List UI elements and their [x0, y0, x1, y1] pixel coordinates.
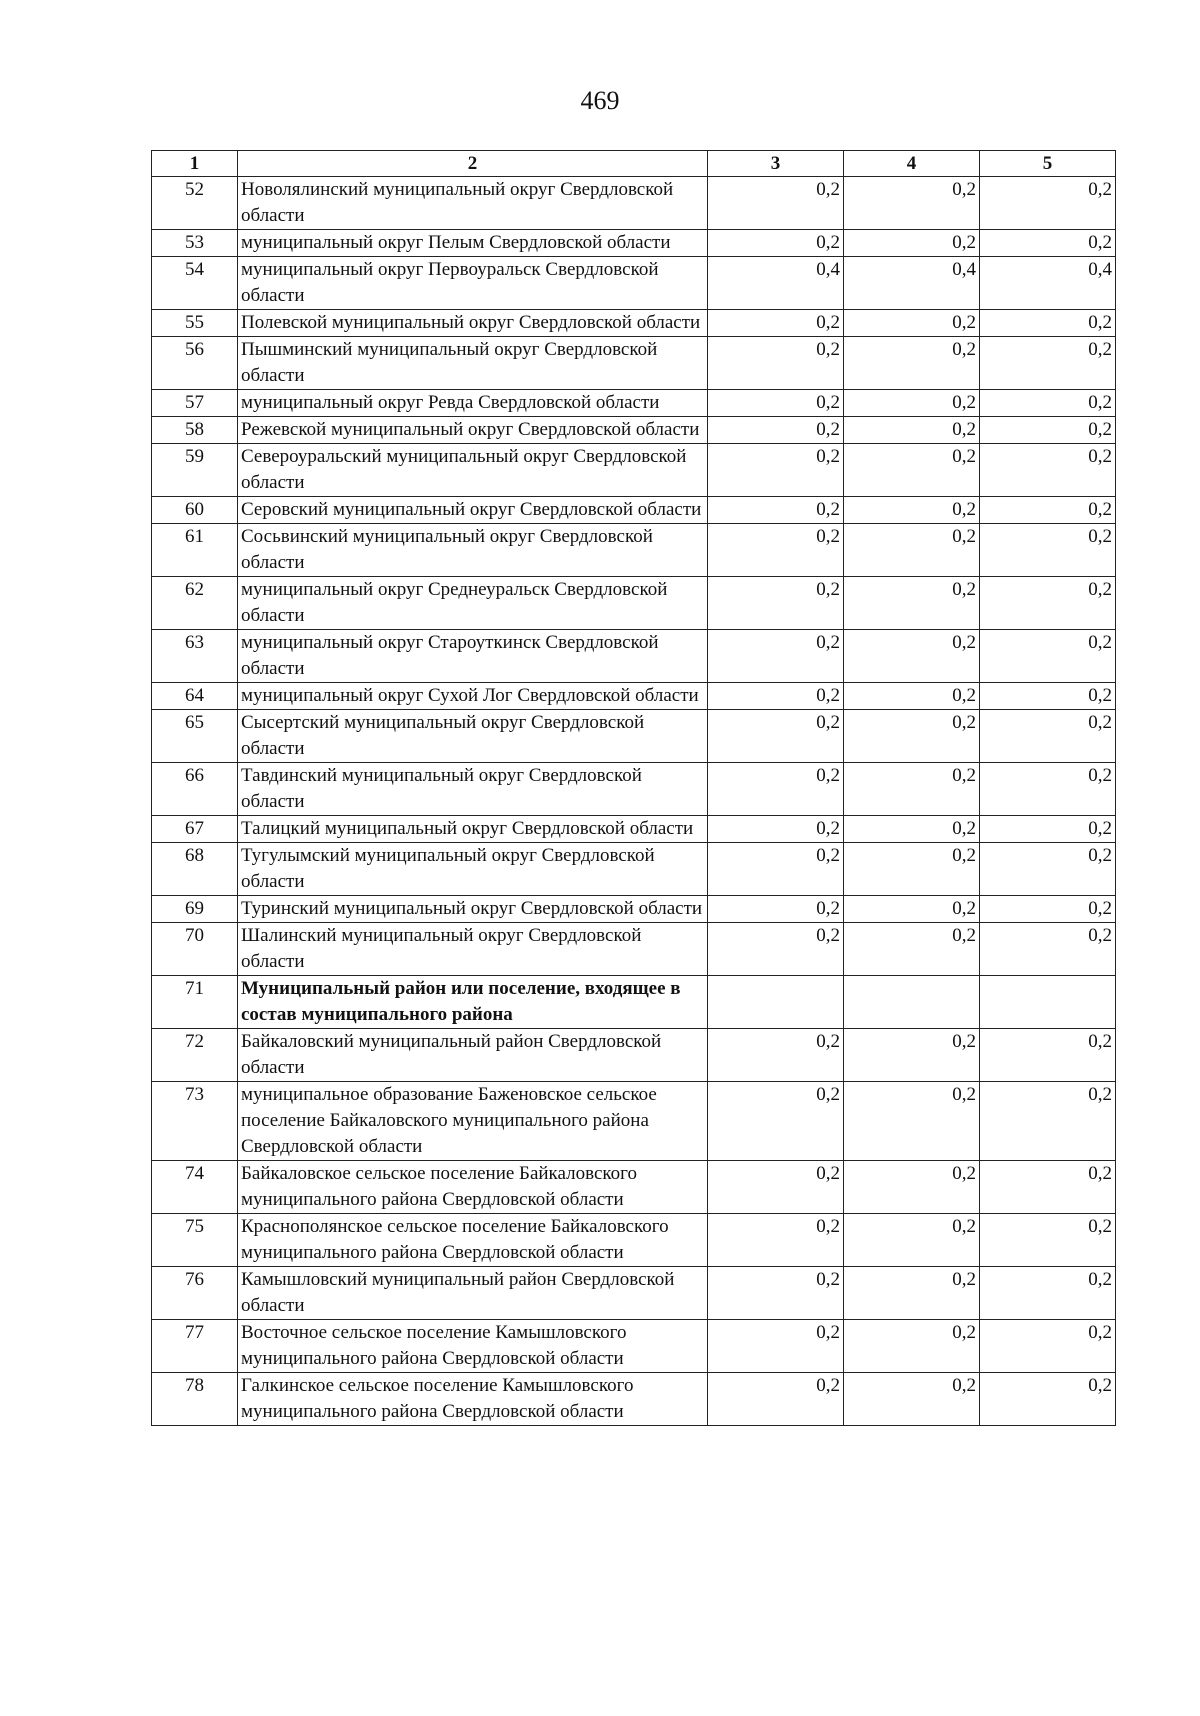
- municipality-name-cell: Режевской муниципальный округ Свердловской области: [238, 417, 708, 444]
- value-col4-cell: 0,2: [844, 1320, 980, 1373]
- municipality-name-cell: Пышминский муниципальный округ Свердловской области: [238, 337, 708, 390]
- value-col5-cell: 0,2: [980, 444, 1116, 497]
- table-row: [152, 257, 1116, 310]
- table-row: [152, 444, 1116, 497]
- value-col3-cell: 0,2: [708, 1267, 844, 1320]
- value-col4-cell: 0,2: [844, 417, 980, 444]
- table-row: [152, 310, 1116, 337]
- value-col4-cell: 0,2: [844, 390, 980, 417]
- value-col4-cell: 0,2: [844, 1267, 980, 1320]
- value-col5-cell: 0,2: [980, 1373, 1116, 1426]
- municipality-name-cell: Тавдинский муниципальный округ Свердловской области: [238, 763, 708, 816]
- value-col4-cell: 0,2: [844, 1214, 980, 1267]
- municipality-name-cell: Новолялинский муниципальный округ Свердловской области: [238, 177, 708, 230]
- row-number-cell: 64: [152, 683, 238, 710]
- table-row: [152, 1267, 1116, 1320]
- value-col3-cell: 0,2: [708, 630, 844, 683]
- row-number-cell: 67: [152, 816, 238, 843]
- value-col4-cell: 0,2: [844, 1029, 980, 1082]
- table-row: [152, 710, 1116, 763]
- value-col5-cell: 0,2: [980, 843, 1116, 896]
- value-col5-cell: 0,2: [980, 1214, 1116, 1267]
- table-row: [152, 1029, 1116, 1082]
- value-col4-cell: 0,2: [844, 1082, 980, 1161]
- municipality-name-cell: муниципальный округ Сухой Лог Свердловской области: [238, 683, 708, 710]
- municipality-name-cell: Галкинское сельское поселение Камышловского муниципального района Свердловской области: [238, 1373, 708, 1426]
- value-col3-cell: 0,2: [708, 497, 844, 524]
- row-number-cell: 59: [152, 444, 238, 497]
- value-col4-cell: 0,2: [844, 683, 980, 710]
- value-col3-cell: 0,2: [708, 230, 844, 257]
- municipality-name-cell: Муниципальный район или поселение, входящее в состав муниципального района: [238, 976, 708, 1029]
- value-col3-cell: 0,2: [708, 1214, 844, 1267]
- value-col5-cell: 0,2: [980, 177, 1116, 230]
- value-col3-cell: 0,2: [708, 1029, 844, 1082]
- value-col3-cell: 0,4: [708, 257, 844, 310]
- value-col3-cell: 0,2: [708, 1082, 844, 1161]
- municipality-name-cell: Камышловский муниципальный район Свердловской области: [238, 1267, 708, 1320]
- value-col4-cell: 0,2: [844, 843, 980, 896]
- value-col3-cell: 0,2: [708, 390, 844, 417]
- municipality-name-cell: муниципальный округ Староуткинск Свердловской области: [238, 630, 708, 683]
- value-col5-cell: 0,2: [980, 310, 1116, 337]
- row-number-cell: 62: [152, 577, 238, 630]
- value-col5-cell: 0,2: [980, 1161, 1116, 1214]
- data-table: [151, 150, 1116, 1426]
- municipality-name-cell: Сосьвинский муниципальный округ Свердловской области: [238, 524, 708, 577]
- value-col3-cell: 0,2: [708, 710, 844, 763]
- value-col4-cell: 0,2: [844, 230, 980, 257]
- value-col4-cell: 0,2: [844, 896, 980, 923]
- row-number-cell: 77: [152, 1320, 238, 1373]
- value-col3-cell: 0,2: [708, 1373, 844, 1426]
- value-col3-cell: 0,2: [708, 577, 844, 630]
- table-row: [152, 417, 1116, 444]
- value-col3-cell: 0,2: [708, 763, 844, 816]
- value-col5-cell: 0,2: [980, 710, 1116, 763]
- value-col5-cell: 0,2: [980, 923, 1116, 976]
- value-col5-cell: 0,2: [980, 497, 1116, 524]
- row-number-cell: 66: [152, 763, 238, 816]
- header-row: [152, 151, 1116, 177]
- value-col5-cell: 0,2: [980, 1029, 1116, 1082]
- value-col5-cell: 0,2: [980, 896, 1116, 923]
- value-col3-cell: 0,2: [708, 1320, 844, 1373]
- value-col5-cell: 0,4: [980, 257, 1116, 310]
- row-number-cell: 73: [152, 1082, 238, 1161]
- value-col4-cell: 0,2: [844, 177, 980, 230]
- row-number-cell: 54: [152, 257, 238, 310]
- table-row: [152, 816, 1116, 843]
- page-number: 469: [580, 86, 620, 115]
- row-number-cell: 68: [152, 843, 238, 896]
- municipality-name-cell: муниципальный округ Первоуральск Свердловской области: [238, 257, 708, 310]
- value-col5-cell: 0,2: [980, 524, 1116, 577]
- row-number-cell: 52: [152, 177, 238, 230]
- value-col5-cell: 0,2: [980, 390, 1116, 417]
- row-number-cell: 78: [152, 1373, 238, 1426]
- municipality-name-cell: Полевской муниципальный округ Свердловской области: [238, 310, 708, 337]
- value-col5-cell: 0,2: [980, 630, 1116, 683]
- value-col4-cell: 0,2: [844, 497, 980, 524]
- table-row: [152, 923, 1116, 976]
- municipality-name-cell: Краснополянское сельское поселение Байкаловского муниципального района Свердловской области: [238, 1214, 708, 1267]
- table-row: [152, 577, 1116, 630]
- value-col5-cell: 0,2: [980, 230, 1116, 257]
- row-number-cell: 61: [152, 524, 238, 577]
- value-col4-cell: 0,2: [844, 923, 980, 976]
- value-col3-cell: 0,2: [708, 444, 844, 497]
- table-row: [152, 976, 1116, 1029]
- value-col5-cell: 0,2: [980, 1267, 1116, 1320]
- value-col3-cell: 0,2: [708, 337, 844, 390]
- value-col4-cell: 0,2: [844, 310, 980, 337]
- value-col4-cell: 0,2: [844, 444, 980, 497]
- table-row: [152, 1320, 1116, 1373]
- value-col4-cell: 0,2: [844, 337, 980, 390]
- municipality-name-cell: муниципальный округ Ревда Свердловской области: [238, 390, 708, 417]
- value-col4-cell: 0,2: [844, 577, 980, 630]
- row-number-cell: 60: [152, 497, 238, 524]
- value-col3-cell: 0,2: [708, 683, 844, 710]
- row-number-cell: 58: [152, 417, 238, 444]
- table-row: [152, 683, 1116, 710]
- value-col3-cell: 0,2: [708, 310, 844, 337]
- value-col5-cell: [980, 976, 1116, 1029]
- municipality-name-cell: Талицкий муниципальный округ Свердловской области: [238, 816, 708, 843]
- value-col4-cell: 0,2: [844, 816, 980, 843]
- table-row: [152, 497, 1116, 524]
- value-col5-cell: 0,2: [980, 683, 1116, 710]
- table-row: [152, 1082, 1116, 1161]
- column-header-2: 2: [238, 151, 708, 177]
- row-number-cell: 72: [152, 1029, 238, 1082]
- value-col4-cell: 0,2: [844, 1161, 980, 1214]
- value-col3-cell: 0,2: [708, 417, 844, 444]
- column-header-4: 4: [844, 151, 980, 177]
- row-number-cell: 70: [152, 923, 238, 976]
- row-number-cell: 63: [152, 630, 238, 683]
- value-col3-cell: 0,2: [708, 843, 844, 896]
- table-header: [152, 151, 1116, 177]
- value-col5-cell: 0,2: [980, 417, 1116, 444]
- column-header-3: 3: [708, 151, 844, 177]
- table-row: [152, 763, 1116, 816]
- value-col5-cell: 0,2: [980, 763, 1116, 816]
- table-row: [152, 896, 1116, 923]
- municipality-name-cell: Байкаловское сельское поселение Байкаловского муниципального района Свердловской области: [238, 1161, 708, 1214]
- table-row: [152, 390, 1116, 417]
- row-number-cell: 55: [152, 310, 238, 337]
- value-col5-cell: 0,2: [980, 337, 1116, 390]
- municipality-name-cell: Североуральский муниципальный округ Свердловской области: [238, 444, 708, 497]
- municipality-name-cell: Тугулымский муниципальный округ Свердловской области: [238, 843, 708, 896]
- row-number-cell: 53: [152, 230, 238, 257]
- municipality-name-cell: Туринский муниципальный округ Свердловской области: [238, 896, 708, 923]
- municipality-name-cell: муниципальный округ Среднеуральск Свердловской области: [238, 577, 708, 630]
- table-row: [152, 524, 1116, 577]
- table-body: [152, 177, 1116, 1426]
- table-row: [152, 630, 1116, 683]
- value-col5-cell: 0,2: [980, 816, 1116, 843]
- value-col3-cell: 0,2: [708, 816, 844, 843]
- table-row: [152, 230, 1116, 257]
- row-number-cell: 74: [152, 1161, 238, 1214]
- column-header-1: 1: [152, 151, 238, 177]
- table-row: [152, 337, 1116, 390]
- municipality-name-cell: Байкаловский муниципальный район Свердловской области: [238, 1029, 708, 1082]
- row-number-cell: 65: [152, 710, 238, 763]
- table-row: [152, 177, 1116, 230]
- value-col4-cell: 0,2: [844, 630, 980, 683]
- municipality-name-cell: Сысертский муниципальный округ Свердловской области: [238, 710, 708, 763]
- municipality-name-cell: муниципальное образование Баженовское сельское поселение Байкаловского муниципального района Свердловской области: [238, 1082, 708, 1161]
- value-col4-cell: 0,2: [844, 710, 980, 763]
- table-row: [152, 1161, 1116, 1214]
- value-col3-cell: [708, 976, 844, 1029]
- row-number-cell: 76: [152, 1267, 238, 1320]
- value-col3-cell: 0,2: [708, 524, 844, 577]
- row-number-cell: 71: [152, 976, 238, 1029]
- municipality-name-cell: Восточное сельское поселение Камышловского муниципального района Свердловской области: [238, 1320, 708, 1373]
- municipality-name-cell: муниципальный округ Пелым Свердловской области: [238, 230, 708, 257]
- value-col4-cell: 0,2: [844, 763, 980, 816]
- column-header-5: 5: [980, 151, 1116, 177]
- row-number-cell: 75: [152, 1214, 238, 1267]
- value-col5-cell: 0,2: [980, 1082, 1116, 1161]
- value-col4-cell: 0,4: [844, 257, 980, 310]
- value-col4-cell: [844, 976, 980, 1029]
- table-row: [152, 1214, 1116, 1267]
- value-col3-cell: 0,2: [708, 923, 844, 976]
- row-number-cell: 69: [152, 896, 238, 923]
- value-col5-cell: 0,2: [980, 1320, 1116, 1373]
- row-number-cell: 56: [152, 337, 238, 390]
- table-row: [152, 843, 1116, 896]
- municipality-name-cell: Шалинский муниципальный округ Свердловской области: [238, 923, 708, 976]
- municipality-name-cell: Серовский муниципальный округ Свердловской области: [238, 497, 708, 524]
- value-col3-cell: 0,2: [708, 896, 844, 923]
- value-col3-cell: 0,2: [708, 177, 844, 230]
- value-col4-cell: 0,2: [844, 524, 980, 577]
- value-col3-cell: 0,2: [708, 1161, 844, 1214]
- row-number-cell: 57: [152, 390, 238, 417]
- table-row: [152, 1373, 1116, 1426]
- value-col4-cell: 0,2: [844, 1373, 980, 1426]
- value-col5-cell: 0,2: [980, 577, 1116, 630]
